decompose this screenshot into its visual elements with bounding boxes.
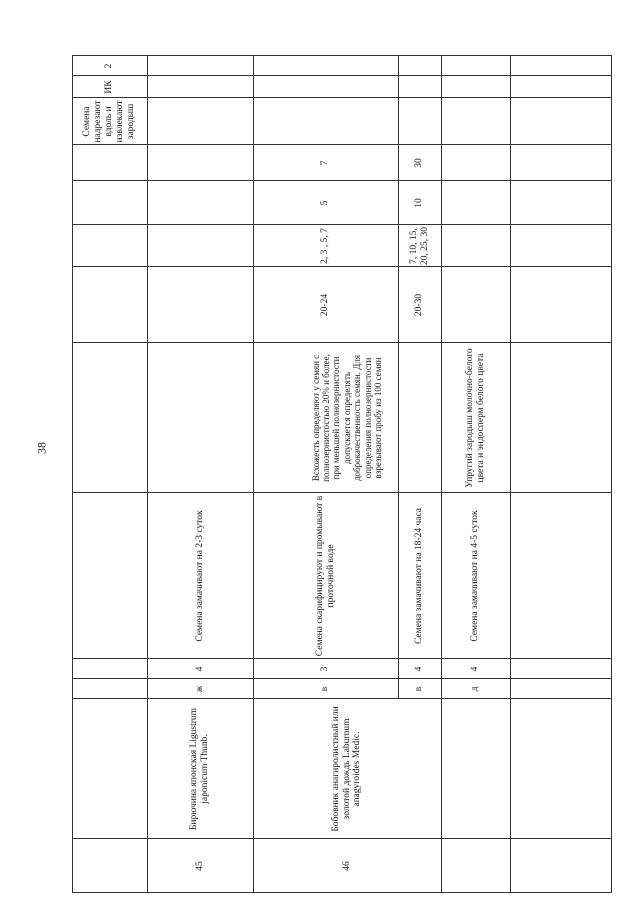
row-47b-number	[441, 839, 510, 893]
rotated-page-area	[72, 55, 612, 893]
row-46-treatment: Семена скарифицируют и промывают в проточной воде	[314, 495, 336, 657]
row-46-method: 3	[320, 666, 331, 672]
row-46-d1: 5	[320, 200, 331, 206]
row-47-temperature: 20-30	[414, 293, 425, 317]
row-47-d1: 10	[414, 198, 425, 208]
row-46-name: Бобовник анагиролистный или золотой дождь Laburnum anagyroides Medic.	[330, 706, 363, 832]
row-45-group: ж	[194, 685, 205, 693]
row-46-number: 46	[341, 861, 352, 871]
row-47b-note: Упругий зародыш молочно-белого цвета и эндосперм белого цвета	[464, 348, 486, 488]
row-47-group: в	[414, 686, 425, 692]
header-cell-10	[72, 145, 147, 181]
header-cell-7	[72, 267, 147, 343]
header-cell-1	[72, 839, 147, 893]
row-45-name: Бирючина японская Ligustrum japonicum Thunb.	[189, 707, 210, 831]
row-47b-group: д	[470, 686, 481, 692]
row-46-group: в	[320, 686, 331, 692]
row-47-days: 7, 10, 15, 20, 25, 30	[408, 227, 430, 265]
row-47-method: 4	[414, 666, 425, 672]
header-cell-12: Семена надрезают вдоль и извлекают зародыш	[82, 100, 136, 143]
row-46-days: 2, 3 , 5, 7	[320, 228, 331, 264]
header-cell-13: ИК	[104, 80, 115, 94]
header-cell-5	[72, 493, 147, 659]
header-cell-6	[72, 343, 147, 493]
header-cell-9	[72, 181, 147, 225]
row-46-temperature: 20-24	[320, 293, 331, 317]
header-cell-3	[72, 679, 147, 699]
seed-testing-table	[72, 55, 612, 893]
header-cell-4	[72, 659, 147, 679]
row-45-treatment: Семена замачивают на 2-3 суток	[194, 510, 205, 642]
header-cell-2	[72, 699, 147, 839]
row-47b-name	[441, 699, 510, 839]
header-cell-8	[72, 225, 147, 267]
page-number: 38	[34, 442, 49, 454]
row-47-note: Всхожесть определяют у семян с полнозернистостью 20% и более, при меньшей полнозернистости допускается определять доброкачественность семян. Для определения полнозернистости взрезывают пробу из 100 семян	[310, 354, 383, 482]
header-cell-14: 2	[104, 63, 115, 69]
row-47-treatment: Семена замачивают на 18-24 часа	[414, 507, 425, 645]
row-45-method: 4	[194, 666, 205, 672]
row-47b-method: 4	[470, 666, 481, 672]
row-47-d2: 30	[414, 158, 425, 168]
row-47b-treatment: Семена замачивают на 4-5 суток	[470, 510, 481, 642]
row-45-number: 45	[194, 861, 205, 871]
row-46-d2: 7	[320, 160, 331, 166]
